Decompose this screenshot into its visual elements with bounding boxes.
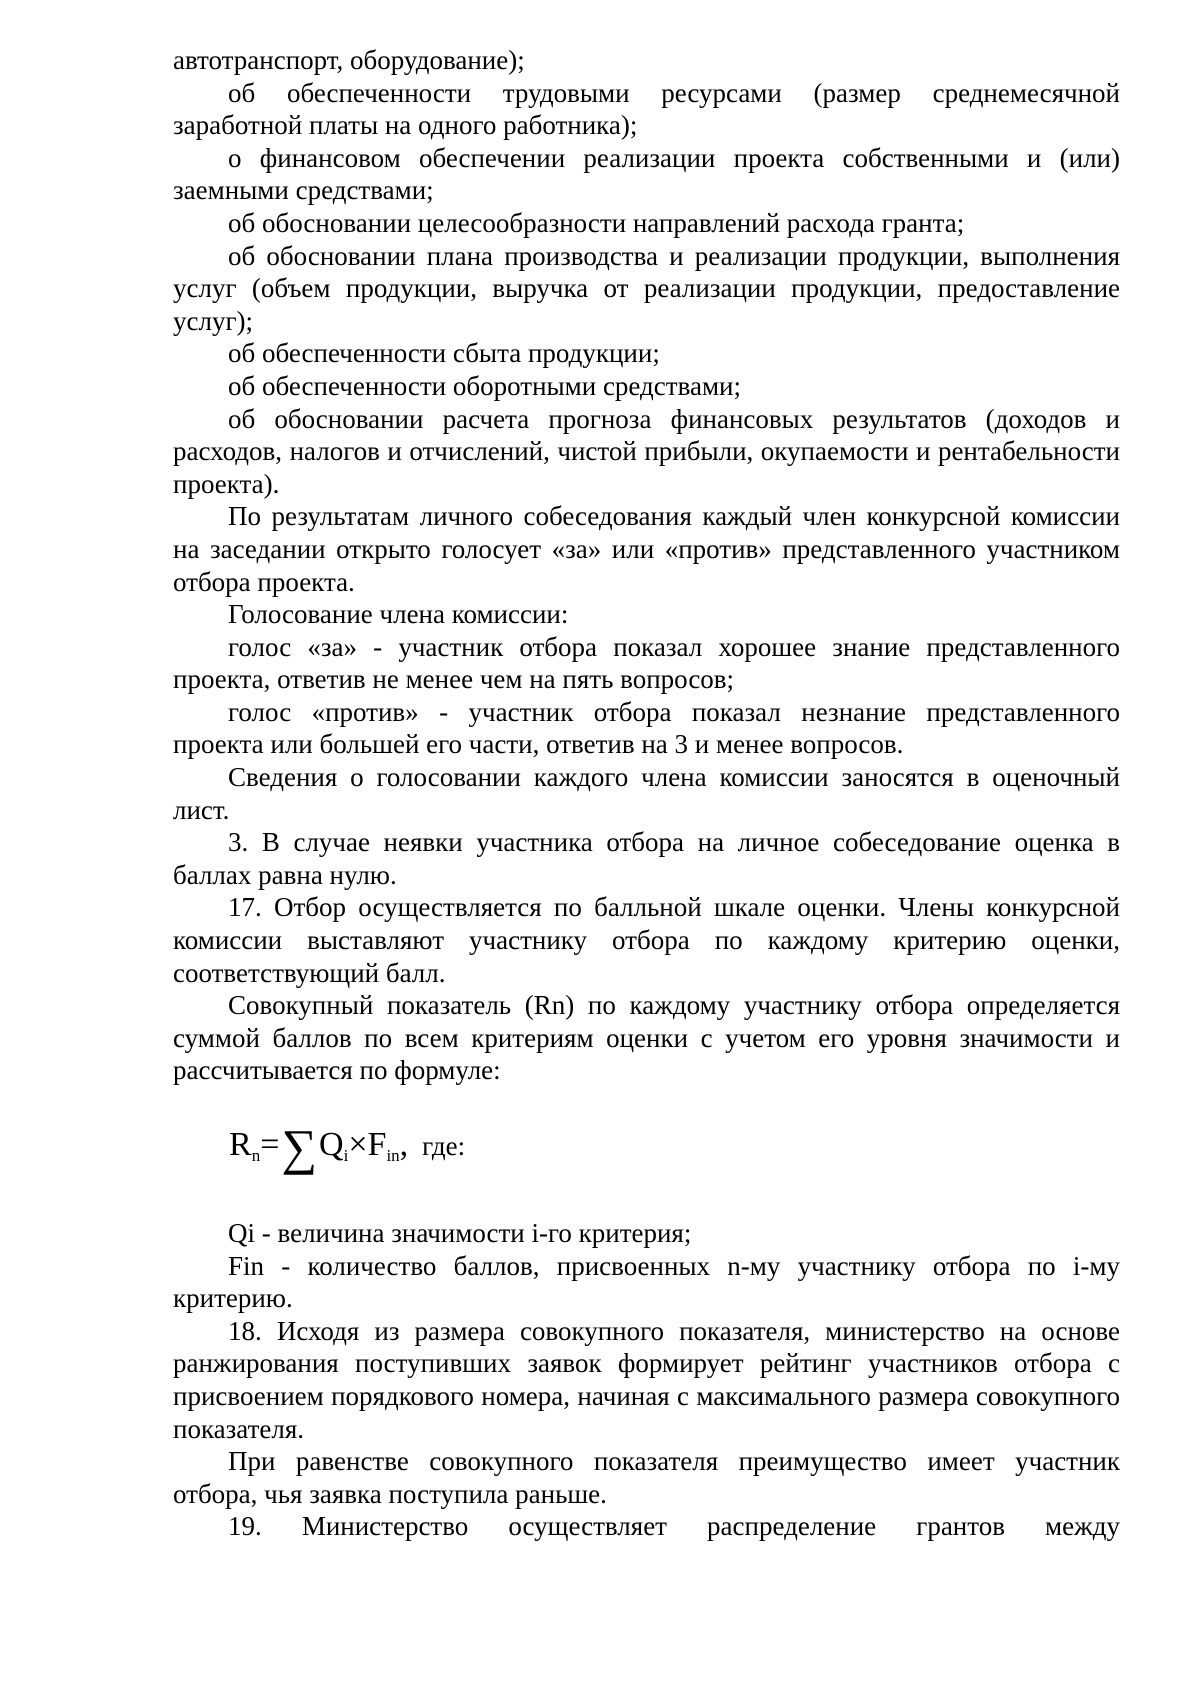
paragraph: 3. В случае неявки участника отбора на личное собеседование оценка в баллах равна нулю.	[173, 827, 1120, 890]
paragraph: об обосновании расчета прогноза финансовых результатов (доходов и расходов, налогов и отчислений, чистой прибыли, окупаемости и рентабельности проекта).	[173, 403, 1120, 499]
paragraph: 19. Министерство осуществляет распределение грантов между	[228, 1511, 1120, 1542]
formula-r: R	[229, 1126, 252, 1163]
paragraph: При равенстве совокупного показателя преимущество имеет участник отбора, чья заявка поступила раньше.	[173, 1446, 1120, 1509]
paragraph: об обеспеченности сбыта продукции;	[228, 338, 660, 369]
paragraph: Сведения о голосовании каждого члена комиссии заносятся в оценочный лист.	[173, 762, 1120, 825]
paragraph: голос «против» - участник отбора показал незнание представленного проекта или большей его части, ответив на 3 и менее вопросов.	[173, 696, 1120, 760]
formula-sub-i: i	[343, 1146, 349, 1165]
formula-block	[173, 1087, 1120, 1217]
paragraph: По результатам личного собеседования каждый член конкурсной комиссии на заседании открыто голосует «за» или «против» представленного участником отбора проекта.	[173, 501, 1120, 597]
paragraph: голос «за» - участник отбора показал хорошее знание представленного проекта, ответив не менее чем на пять вопросов;	[173, 631, 1120, 695]
sum-symbol: ∑	[281, 1119, 318, 1175]
paragraph: автотранспорт, оборудование);	[173, 45, 525, 75]
document-page	[173, 44, 1120, 1543]
paragraph: об обеспеченности оборотными средствами;	[228, 370, 741, 401]
paragraph: об обеспеченности трудовыми ресурсами (размер среднемесячной заработной платы на одного работника);	[173, 77, 1120, 141]
formula-sub-n: n	[251, 1146, 261, 1165]
paragraph: 18. Исходя из размера совокупного показателя, министерство на основе ранжирования поступивших заявок формирует рейтинг участников отбора с присвоением порядкового номера, начиная с максимального размера совокупного показателя.	[173, 1315, 1120, 1444]
formula-comma: ,	[399, 1126, 409, 1163]
formula-times: ×	[348, 1126, 368, 1163]
formula-where: где:	[422, 1131, 466, 1161]
paragraph: о финансовом обеспечении реализации проекта собственными и (или) заемными средствами;	[173, 142, 1120, 206]
score-formula	[229, 1119, 466, 1175]
paragraph: Fin - количество баллов, присвоенных n-му участнику отбора по i-му критерию.	[173, 1250, 1120, 1314]
formula-sub-in: in	[386, 1146, 400, 1165]
paragraph: об обосновании плана производства и реализации продукции, выполнения услуг (объем продукции, выручка от реализации продукции, предоставление услуг);	[173, 240, 1120, 336]
paragraph: Совокупный показатель (Rn) по каждому участнику отбора определяется суммой баллов по всем критериям оценки с учетом его уровня значимости и рассчитывается по формуле:	[173, 990, 1120, 1086]
paragraph: 17. Отбор осуществляется по балльной шкале оценки. Члены конкурсной комиссии выставляют участнику отбора по каждому критерию оценки, соответствующий балл.	[173, 892, 1120, 988]
formula-equals: =	[260, 1126, 280, 1163]
formula-q: Q	[319, 1126, 344, 1163]
paragraph: Голосование члена комиссии:	[228, 599, 569, 630]
paragraph: Qi - величина значимости i-го критерия;	[228, 1218, 692, 1248]
formula-f: F	[367, 1126, 387, 1163]
paragraph: об обосновании целесообразности направлений расхода гранта;	[228, 207, 965, 238]
